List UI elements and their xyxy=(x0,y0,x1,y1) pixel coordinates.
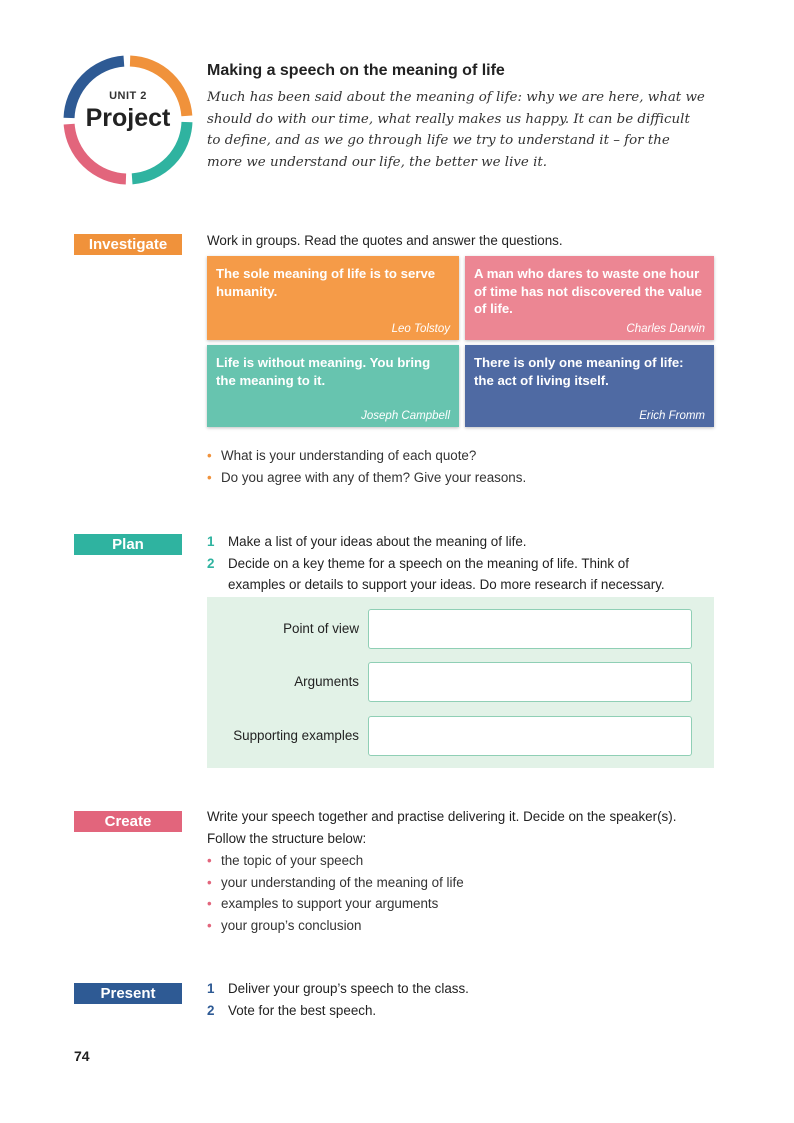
quote-text: Life is without meaning. You bring the meaning to it. xyxy=(216,355,431,388)
plan-form xyxy=(207,597,714,768)
quote-author: Charles Darwin xyxy=(626,323,705,335)
create-label: Create xyxy=(74,811,182,832)
quote-card xyxy=(207,345,459,427)
investigate-questions xyxy=(207,445,526,488)
quote-author: Leo Tolstoy xyxy=(391,323,450,335)
quote-card xyxy=(207,256,459,340)
quote-card xyxy=(465,345,714,427)
page-title: Making a speech on the meaning of life xyxy=(207,62,505,79)
investigate-label: Investigate xyxy=(74,234,182,255)
plan-steps xyxy=(207,531,717,596)
list-item: 2 Decide on a key theme for a speech on the meaning of life. Think of examples or details to support your ideas. Do more research if necessary. xyxy=(207,555,665,592)
unit-badge xyxy=(62,54,194,186)
intro-paragraph: Much has been said about the meaning of life: why we are here, what we should do with our time, what really makes us happy. It can be difficult to define, and as we go through life we try to understand it – for the more we understand our life, the better we live it. xyxy=(207,90,705,170)
investigate-instruction: Work in groups. Read the quotes and answer the questions. xyxy=(207,233,563,248)
unit-number: UNIT 2 xyxy=(109,90,147,102)
present-label: Present xyxy=(74,983,182,1004)
quote-text: There is only one meaning of life: the act of living itself. xyxy=(474,355,684,388)
page-number: 74 xyxy=(74,1048,90,1064)
list-item: 1 Make a list of your ideas about the meaning of life. xyxy=(207,534,527,549)
list-item: 1 Deliver your group’s speech to the class. xyxy=(207,981,469,996)
quote-card xyxy=(465,256,714,340)
list-item: • your understanding of the meaning of life xyxy=(207,874,464,890)
quote-text: The sole meaning of life is to serve humanity. xyxy=(216,266,436,299)
field-label: Arguments xyxy=(294,674,359,689)
list-item: • the topic of your speech xyxy=(207,853,364,868)
present-steps xyxy=(207,978,717,1021)
list-item: • your group’s conclusion xyxy=(207,917,362,933)
list-item: 2 Vote for the best speech. xyxy=(207,1002,377,1018)
list-item: • examples to support your arguments xyxy=(207,896,439,911)
arguments-field[interactable] xyxy=(368,662,692,702)
field-label: Point of view xyxy=(283,621,359,636)
point-of-view-field[interactable] xyxy=(368,609,692,649)
create-instruction: Write your speech together and practise delivering it. Decide on the speaker(s). xyxy=(207,809,677,824)
plan-label: Plan xyxy=(74,534,182,555)
quote-text: A man who dares to waste one hour of time has not discovered the value of life. xyxy=(474,266,702,316)
create-instruction: Follow the structure below: xyxy=(207,831,367,846)
quote-author: Joseph Campbell xyxy=(361,410,450,422)
supporting-examples-field[interactable] xyxy=(368,716,692,756)
quote-author: Erich Fromm xyxy=(639,410,705,422)
create-structure-list xyxy=(207,850,464,936)
unit-label: Project xyxy=(85,104,171,132)
list-item: • What is your understanding of each quote? xyxy=(207,448,477,463)
field-label: Supporting examples xyxy=(233,728,359,743)
list-item: • Do you agree with any of them? Give your reasons. xyxy=(207,469,527,485)
